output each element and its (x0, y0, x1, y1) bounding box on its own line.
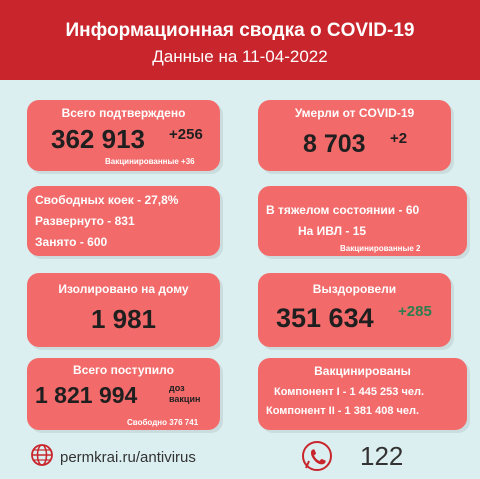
phone-icon (300, 439, 334, 473)
beds-free: Свободных коек - 27,8% (35, 193, 179, 207)
severe-vaccinated-note: Вакцинированные 2 (340, 244, 421, 253)
hotline-number[interactable]: 122 (360, 441, 404, 471)
deaths-card (258, 100, 451, 171)
page-title: Информационная сводка о COVID-19 (65, 20, 415, 41)
received-value: 1 821 994 (35, 382, 138, 408)
home-isolation-value: 1 981 (90, 304, 157, 334)
recovered-value: 351 634 (276, 303, 374, 333)
beds-deployed: Развернуто - 831 (35, 214, 135, 228)
confirmed-delta: +256 (169, 126, 203, 143)
footer (0, 435, 480, 479)
severe-state: В тяжелом состоянии - 60 (266, 203, 420, 217)
page-subtitle: Данные на 11-04-2022 (152, 47, 328, 66)
recovered-delta: +285 (398, 303, 432, 320)
vaccinated-component-2: Компонент II - 1 381 408 чел. (266, 405, 420, 417)
received-card (27, 358, 220, 430)
recovered-label: Выздоровели (312, 282, 397, 296)
vaccinated-label: Вакцинированы (314, 364, 411, 378)
severe-card (258, 186, 467, 256)
vaccinated-card (258, 358, 467, 430)
received-free-note: Свободно 376 741 (127, 418, 199, 427)
beds-card (27, 186, 220, 256)
beds-occupied: Занято - 600 (35, 235, 108, 249)
ventilator-count: На ИВЛ - 15 (298, 224, 367, 238)
vaccinated-component-1: Компонент I - 1 445 253 чел. (274, 386, 425, 398)
confirmed-value: 362 913 (51, 124, 145, 154)
home-isolation-label: Изолировано на дому (58, 282, 189, 296)
globe-icon (30, 443, 54, 467)
home-isolation-card (27, 273, 220, 347)
website-link[interactable]: permkrai.ru/antivirus (60, 449, 196, 466)
deaths-label: Умерли от COVID-19 (294, 106, 415, 120)
received-label: Всего поступило (73, 363, 174, 377)
deaths-delta: +2 (390, 130, 408, 147)
received-unit: доз вакцин (169, 383, 201, 404)
header-banner (0, 0, 480, 80)
recovered-card (258, 273, 451, 347)
confirmed-label: Всего подтверждено (61, 106, 186, 120)
confirmed-vaccinated-note: Вакцинированные +36 (105, 157, 195, 166)
confirmed-card (27, 100, 220, 171)
deaths-value: 8 703 (303, 130, 366, 158)
